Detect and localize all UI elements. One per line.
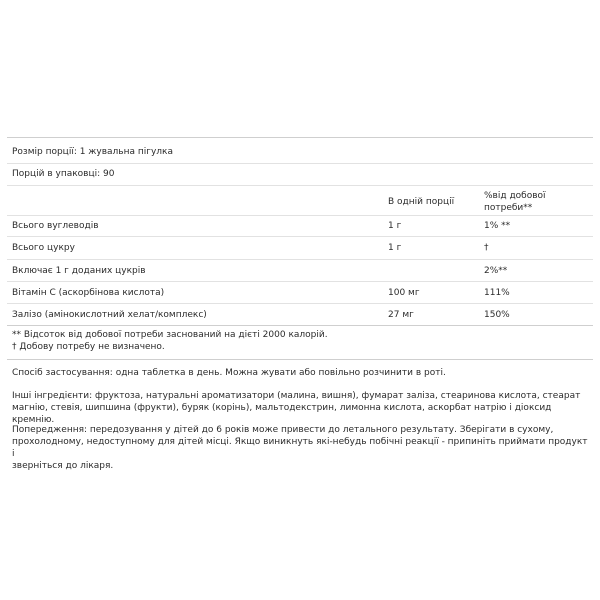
warning-text: Попередження: передозування у дітей до 6 років може привести до летального результату. Зберігати в сухому, прохолодному, недоступному для дітей місці. Якщо виникнуть які-небудь побічні реакції - припиніть приймати продукт і зверніться до лікаря. [12,425,588,471]
nutrient-daily-value: 111% [484,288,510,298]
nutrient-name: Всього цукру [12,243,75,253]
nutrient-amount: 100 мг [388,288,420,298]
nutrient-name: Залізо (амінокислотний хелат/комплекс) [12,310,207,320]
table-row [7,265,593,277]
per-serving-header: В одній порції [388,197,455,207]
nutrient-name: Всього вуглеводів [12,221,99,231]
daily-value-header-line1: %від добової [484,191,546,201]
serving-size-text: Розмір порції: 1 жувальна пігулка [12,147,174,157]
divider [7,236,593,237]
table-bottom-divider [7,325,593,326]
table-row [7,287,593,299]
nutrient-daily-value: 150% [484,310,510,320]
table-header-row [7,190,593,214]
servings-per-container-text: Порцій в упаковці: 90 [12,169,115,179]
divider [7,163,593,164]
table-row [7,242,593,254]
divider [7,185,593,186]
nutrient-daily-value: 1% ** [484,221,511,231]
daily-value-header-line2: потреби** [484,203,533,213]
footnotes [12,329,582,353]
nutrient-name: Включає 1 г доданих цукрів [12,266,146,276]
divider [7,215,593,216]
table-row [7,309,593,321]
divider [7,303,593,304]
top-divider [7,137,593,138]
table-row [7,220,593,232]
ingredients-text: Інші інгредієнти: фруктоза, натуральні ароматизатори (малина, вишня), фумарат заліза, стеаринова кислота, стеарат магнію, стевія, шипшина (фрукти), буряк (корінь), мальтодекстрин, лимонна кислота, аскорбат натрію і діоксид кремнію. [12,391,581,425]
usage-text: Спосіб застосування: одна таблетка в день. Можна жувати або повільно розчинити в роті. [12,368,446,378]
nutrient-amount: 1 г [388,221,402,231]
footnote-daily-value: ** Відсоток від добової потреби заснований на дієті 2000 калорій. [12,330,328,340]
nutrient-daily-value: 2%** [484,266,508,276]
servings-per-container-row [7,168,593,180]
divider [7,281,593,282]
nutrient-name: Вітамін С (аскорбінова кислота) [12,288,165,298]
serving-size-row [7,146,593,158]
nutrient-daily-value: † [484,243,489,253]
nutrient-amount: 1 г [388,243,402,253]
footnote-not-established: † Добову потребу не визначено. [12,342,165,352]
divider [7,259,593,260]
nutrient-amount: 27 мг [388,310,414,320]
notes-bottom-divider [7,359,593,360]
